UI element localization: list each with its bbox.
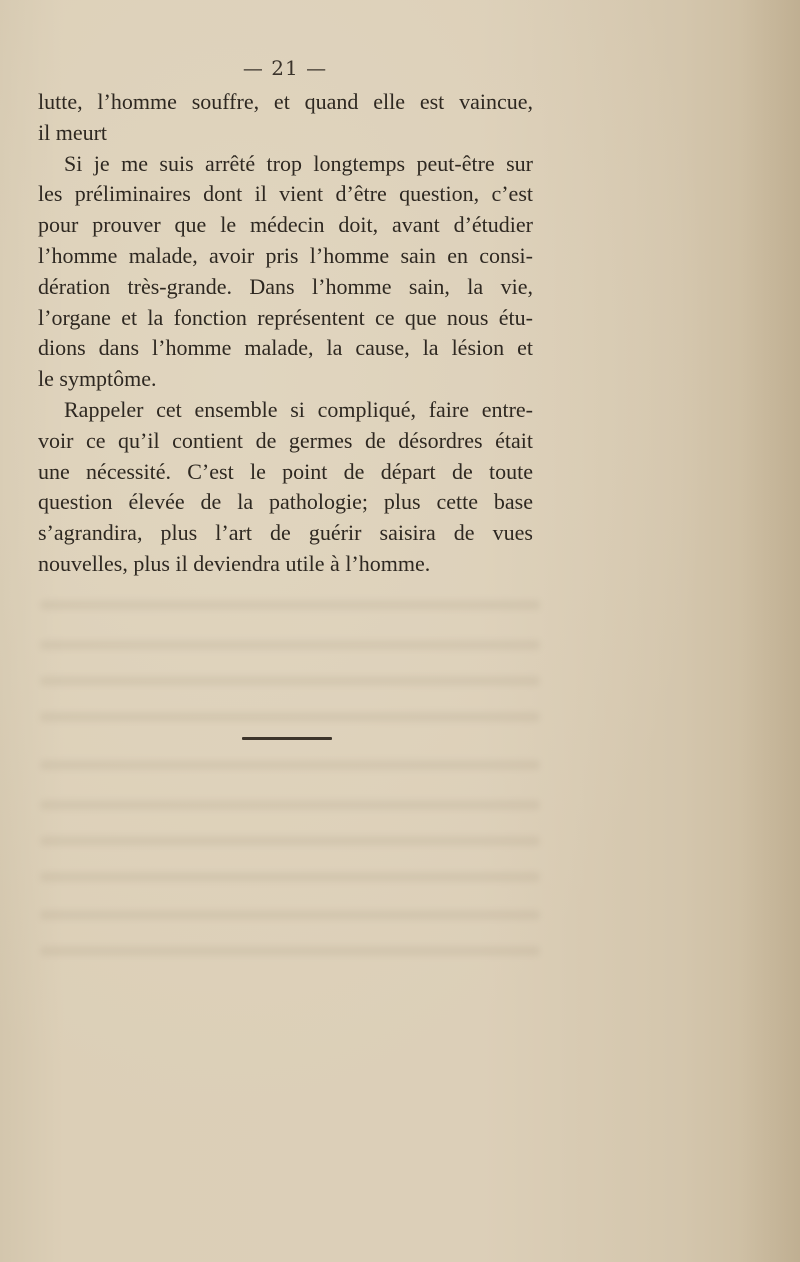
text-line: s’agrandira, plus l’art de guérir saisira de vues bbox=[38, 520, 533, 546]
text-line: Rappeler cet ensemble si compliqué, faire entre- bbox=[64, 396, 533, 422]
page-edge-shadow bbox=[740, 0, 800, 1262]
text-line: il meurt bbox=[38, 119, 108, 145]
bleed-through-line bbox=[40, 712, 540, 722]
text-line: une nécessité. C’est le point de départ de toute bbox=[38, 458, 533, 484]
bleed-through-line bbox=[40, 946, 540, 956]
bleed-through-line bbox=[40, 872, 540, 882]
text-line: lutte, l’homme souffre, et quand elle est vaincue, bbox=[38, 89, 533, 114]
bleed-through-line bbox=[40, 800, 540, 810]
text-line: pour prouver que le médecin doit, avant d’étudier bbox=[38, 212, 533, 238]
bleed-through-line bbox=[40, 676, 540, 686]
text-line: question élevée de la pathologie; plus cette base bbox=[38, 489, 533, 515]
text-line: dération très-grande. Dans l’homme sain, la vie, bbox=[38, 273, 533, 299]
bleed-through-line bbox=[40, 640, 540, 650]
bleed-through-line bbox=[40, 836, 540, 846]
text-line: Si je me suis arrêté trop longtemps peut-être sur bbox=[64, 150, 533, 176]
text-line: dions dans l’homme malade, la cause, la lésion et bbox=[38, 335, 533, 361]
text-line: les préliminaires dont il vient d’être question, c’est bbox=[38, 181, 533, 207]
text-line: l’homme malade, avoir pris l’homme sain en consi- bbox=[38, 242, 533, 268]
text-line: voir ce qu’il contient de germes de désordres était bbox=[38, 427, 533, 453]
bleed-through-line bbox=[40, 910, 540, 920]
bleed-through-line bbox=[40, 760, 540, 770]
page-number-header: — 21 — bbox=[242, 56, 328, 80]
text-line: le symptôme. bbox=[38, 366, 157, 392]
section-end-rule bbox=[242, 737, 332, 740]
text-line: l’organe et la fonction représentent ce que nous étu- bbox=[38, 304, 533, 330]
text-line: nouvelles, plus il deviendra utile à l’homme. bbox=[38, 550, 431, 576]
body-text bbox=[38, 87, 533, 580]
bleed-through-line bbox=[40, 600, 540, 610]
